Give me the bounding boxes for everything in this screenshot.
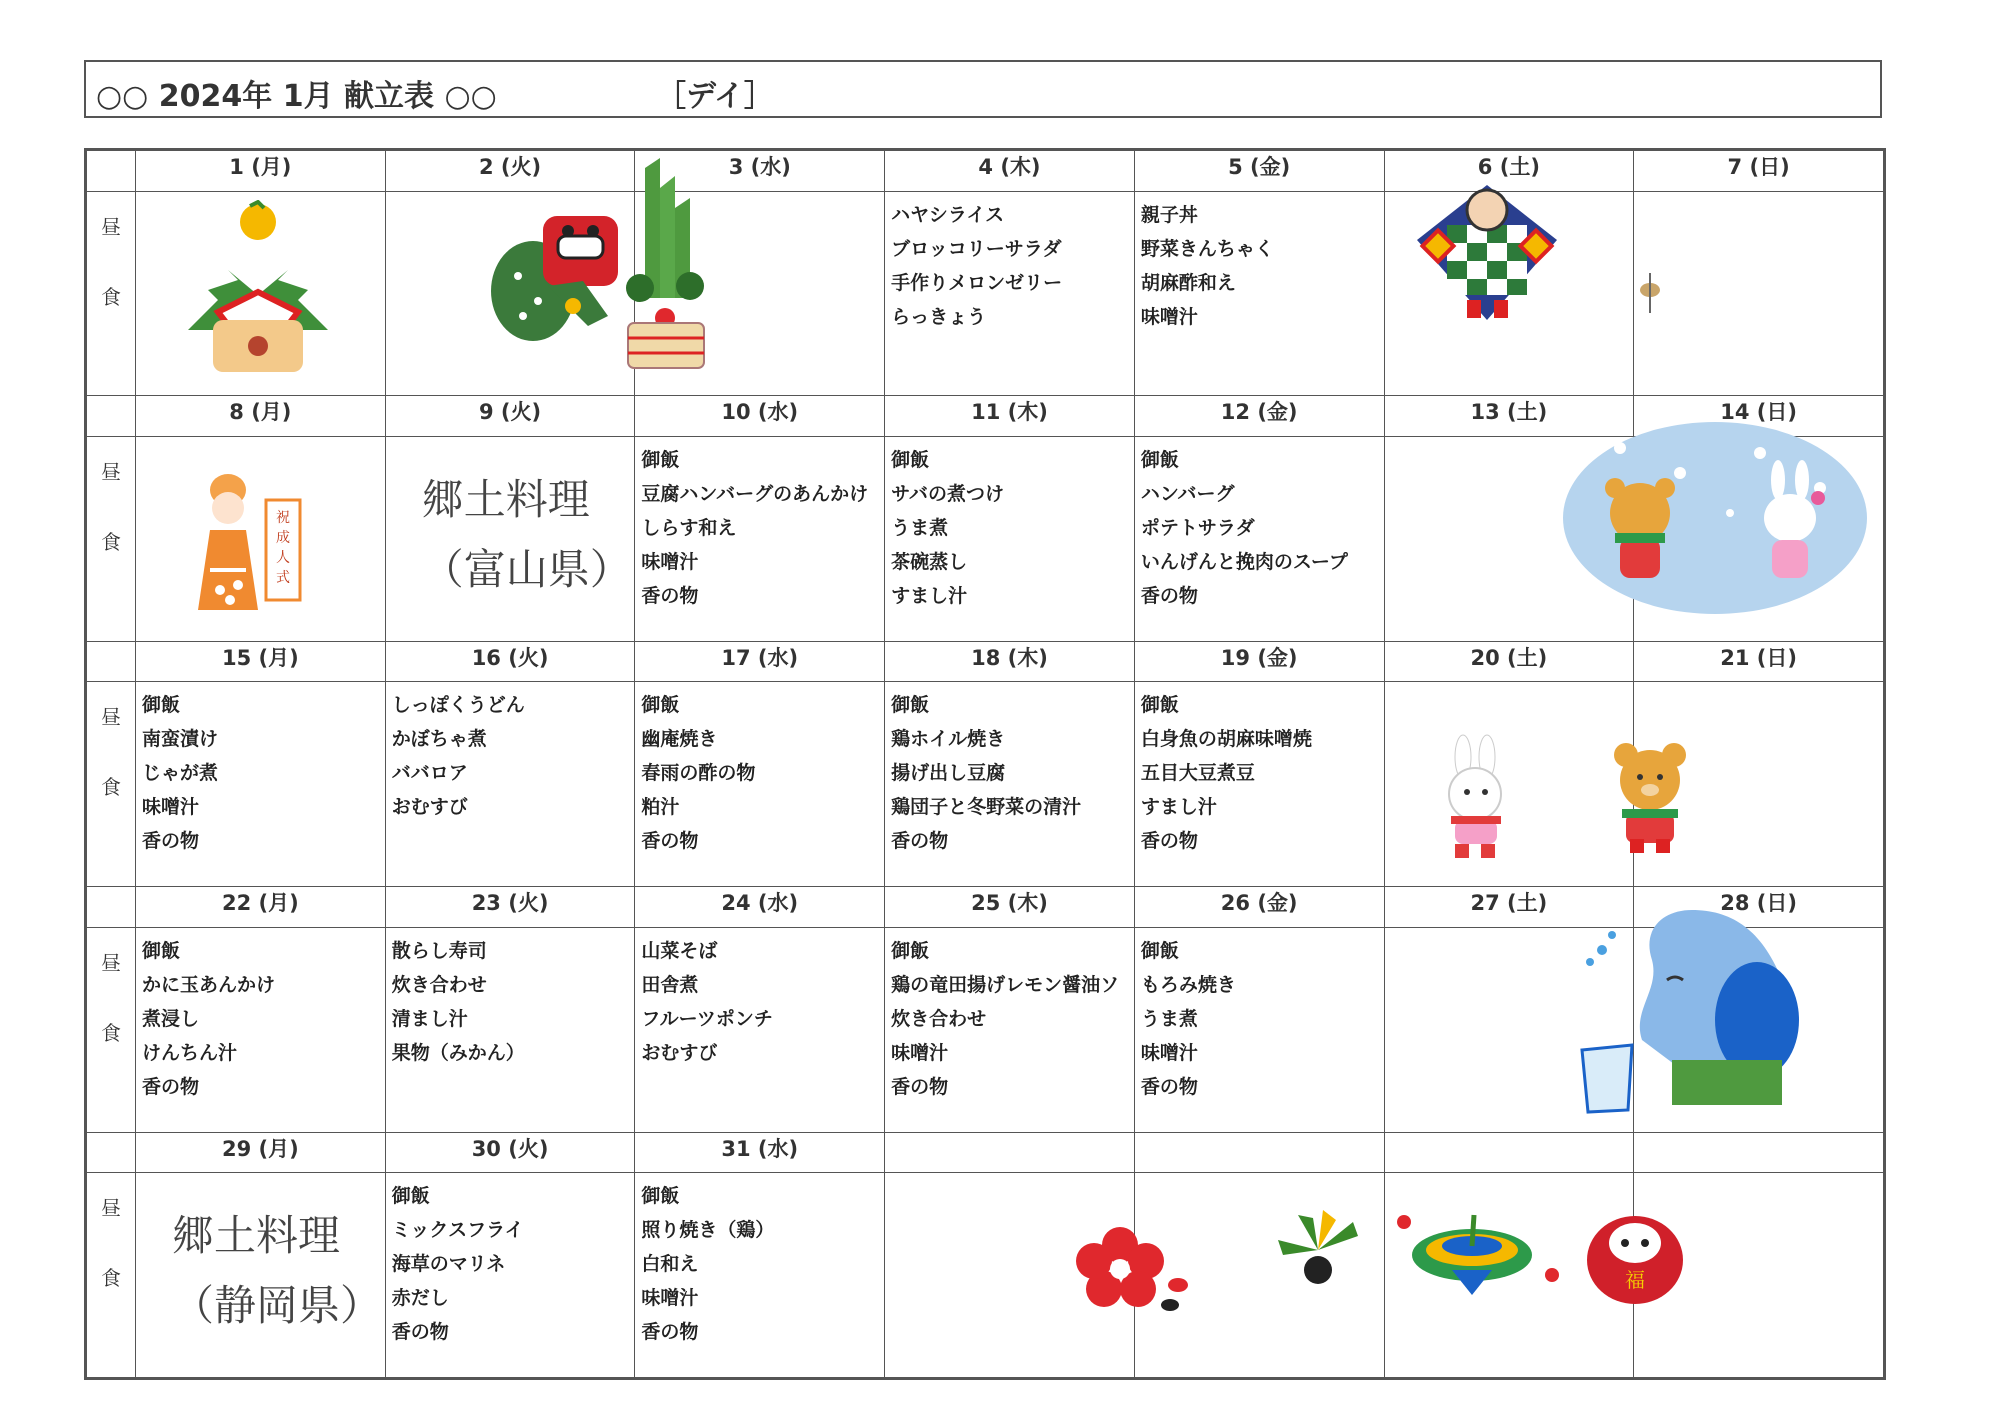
meal-label <box>87 1173 136 1378</box>
day-label: 16 (火) <box>385 641 635 682</box>
day-menu-cell <box>635 1173 885 1378</box>
menu-item: おむすび <box>391 796 468 819</box>
day-menu-cell <box>385 927 635 1132</box>
day-label: 20 (土) <box>1384 641 1634 682</box>
menu-list <box>635 682 884 858</box>
menu-item: 五目大豆煮豆 <box>1140 762 1255 785</box>
meal-label <box>87 191 136 396</box>
bear-icon <box>1608 735 1698 855</box>
day-label: 7 (日) <box>1634 151 1884 192</box>
day-menu-cell <box>635 436 885 641</box>
day-menu-cell <box>385 436 635 641</box>
svg-text:人: 人 <box>276 550 290 566</box>
day-label: 24 (水) <box>635 887 885 928</box>
meal-label-char: 食 <box>101 1020 121 1045</box>
day-menu-cell <box>1634 191 1884 396</box>
local-cuisine-line: 郷土料理 <box>172 1211 341 1261</box>
menu-item: かぼちゃ煮 <box>391 728 487 751</box>
day-label: 12 (金) <box>1134 396 1384 437</box>
day-label: 9 (火) <box>385 396 635 437</box>
menu-list <box>885 192 1134 334</box>
menu-item: 白身魚の胡麻味噌焼 <box>1140 728 1312 751</box>
day-menu-cell <box>136 927 386 1132</box>
menu-item: おむすび <box>641 1041 718 1064</box>
menu-item: 南蛮漬け <box>142 728 219 751</box>
menu-item: 鶏の竜田揚げレモン醤油ソ <box>891 973 1120 996</box>
day-label: 5 (金) <box>1134 151 1384 192</box>
menu-item: 味噌汁 <box>641 550 699 573</box>
day-label: 27 (土) <box>1384 887 1634 928</box>
menu-item: 御飯 <box>142 939 181 962</box>
meal-label-char: 昼 <box>101 705 121 730</box>
day-menu-cell <box>885 436 1135 641</box>
day-label: 6 (土) <box>1384 151 1634 192</box>
kagami-mochi-icon <box>178 200 338 380</box>
menu-list <box>386 928 635 1070</box>
menu-item: 赤だし <box>391 1287 449 1310</box>
meal-label-char: 食 <box>101 284 121 309</box>
menu-item: 御飯 <box>391 1185 430 1208</box>
menu-item: 香の物 <box>641 830 699 853</box>
menu-item: 炊き合わせ <box>391 973 487 996</box>
meal-label-char: 食 <box>101 1266 121 1291</box>
day-menu-cell <box>635 927 885 1132</box>
menu-item: けんちん汁 <box>142 1041 238 1064</box>
spinning-top-small-icon <box>1638 268 1662 318</box>
spinning-top-icon <box>1392 1210 1542 1300</box>
menu-list <box>1135 192 1384 334</box>
menu-item: 御飯 <box>1140 448 1179 471</box>
menu-list <box>885 437 1134 613</box>
menu-item: 茶碗蒸し <box>891 550 968 573</box>
menu-item: 粕汁 <box>641 796 680 819</box>
day-menu-cell <box>1134 436 1384 641</box>
kadomatsu-icon <box>620 158 710 378</box>
menu-item: ミックスフライ <box>391 1219 524 1242</box>
menu-item: 香の物 <box>1140 584 1198 607</box>
menu-item: 香の物 <box>891 1075 949 1098</box>
day-label: 13 (土) <box>1384 396 1634 437</box>
menu-item: いんげんと挽肉のスープ <box>1140 550 1348 573</box>
menu-list <box>885 928 1134 1104</box>
week-header-row <box>87 151 1884 192</box>
menu-item: 味噌汁 <box>1140 1041 1198 1064</box>
menu-item: 味噌汁 <box>891 1041 949 1064</box>
day-label: 31 (水) <box>635 1132 885 1173</box>
day-label <box>1384 1132 1634 1173</box>
menu-list <box>1135 928 1384 1104</box>
menu-item: 香の物 <box>641 584 699 607</box>
day-menu-cell <box>136 1173 386 1378</box>
meal-label-char: 昼 <box>101 459 121 484</box>
menu-list <box>136 682 385 858</box>
menu-item: 御飯 <box>891 939 930 962</box>
local-cuisine-line: （富山県） <box>421 544 632 594</box>
week-header-row <box>87 641 1884 682</box>
menu-item: 香の物 <box>142 830 200 853</box>
menu-item: 御飯 <box>641 448 680 471</box>
menu-item: 揚げ出し豆腐 <box>891 762 1006 785</box>
local-cuisine-note <box>172 1201 382 1341</box>
menu-item: 御飯 <box>641 694 680 717</box>
menu-item: 御飯 <box>891 448 930 471</box>
menu-list <box>1135 437 1384 613</box>
menu-item: 香の物 <box>641 1321 699 1344</box>
menu-list <box>635 1173 884 1349</box>
menu-item: 炊き合わせ <box>891 1007 987 1030</box>
day-label: 17 (水) <box>635 641 885 682</box>
menu-list <box>885 682 1134 858</box>
menu-item: 山菜そば <box>641 939 718 962</box>
menu-item: 御飯 <box>1140 694 1179 717</box>
menu-item: 香の物 <box>142 1075 200 1098</box>
menu-item: 味噌汁 <box>1140 305 1198 328</box>
day-menu-cell <box>136 682 386 887</box>
menu-item: 香の物 <box>891 830 949 853</box>
day-menu-cell <box>1134 682 1384 887</box>
local-cuisine-line: 郷土料理 <box>421 474 590 524</box>
menu-item: もろみ焼き <box>1140 973 1236 996</box>
day-label: 19 (金) <box>1134 641 1384 682</box>
menu-item: かに玉あんかけ <box>142 973 276 996</box>
menu-item: すまし汁 <box>891 584 968 607</box>
menu-item: 胡麻酢和え <box>1140 271 1236 294</box>
meal-label-char: 食 <box>101 775 121 800</box>
day-menu-cell <box>1134 191 1384 396</box>
menu-item: しっぽくうどん <box>391 694 525 717</box>
corner-cell <box>87 396 136 437</box>
menu-item: 香の物 <box>1140 830 1198 853</box>
menu-item: 野菜きんちゃく <box>1140 237 1274 260</box>
day-label: 15 (月) <box>136 641 386 682</box>
meal-label-char: 食 <box>101 529 121 554</box>
meal-label-char: 昼 <box>101 1196 121 1221</box>
menu-item: 照り焼き（鶏） <box>641 1219 775 1242</box>
menu-item: 春雨の酢の物 <box>641 762 756 785</box>
menu-item: 豆腐ハンバーグのあんかけ <box>641 482 869 505</box>
plum-flower-icon <box>1070 1225 1190 1315</box>
meal-label <box>87 436 136 641</box>
menu-item: しらす和え <box>641 516 737 539</box>
day-menu-cell <box>885 191 1135 396</box>
service-tag: ［デイ］ <box>656 79 774 114</box>
menu-item: すまし汁 <box>1140 796 1217 819</box>
menu-item: うま煮 <box>891 516 949 539</box>
corner-cell <box>87 1132 136 1173</box>
menu-item: 清まし汁 <box>391 1007 468 1030</box>
coming-of-age-icon <box>190 470 310 620</box>
menu-list <box>635 928 884 1070</box>
day-label: 26 (金) <box>1134 887 1384 928</box>
day-label <box>1634 1132 1884 1173</box>
menu-item: 親子丼 <box>1140 203 1198 226</box>
meal-label <box>87 927 136 1132</box>
svg-text:祝: 祝 <box>276 510 290 526</box>
menu-item: ババロア <box>391 762 468 785</box>
menu-item: 手作りメロンゼリー <box>891 271 1063 294</box>
day-label: 21 (日) <box>1634 641 1884 682</box>
menu-item: 田舎煮 <box>641 973 699 996</box>
menu-list <box>386 682 635 824</box>
day-label: 14 (日) <box>1634 396 1884 437</box>
menu-item: ハヤシライス <box>891 203 1005 226</box>
corner-cell <box>87 151 136 192</box>
meal-label-char: 昼 <box>101 214 121 239</box>
menu-item: 味噌汁 <box>142 796 200 819</box>
menu-item: 白和え <box>641 1253 699 1276</box>
menu-item: ブロッコリーサラダ <box>891 237 1062 260</box>
meal-label-char: 昼 <box>101 950 121 975</box>
menu-list <box>1135 682 1384 858</box>
menu-item: 散らし寿司 <box>391 939 487 962</box>
daruma-icon <box>1540 1205 1690 1305</box>
day-label: 10 (水) <box>635 396 885 437</box>
corner-cell <box>87 641 136 682</box>
hagoita-shuttlecock-icon <box>1258 1210 1378 1300</box>
kite-icon <box>1412 180 1562 340</box>
menu-item: 御飯 <box>641 1185 680 1208</box>
day-label: 1 (月) <box>136 151 386 192</box>
menu-item: 煮浸し <box>142 1007 200 1030</box>
day-label: 30 (火) <box>385 1132 635 1173</box>
menu-item: 果物（みかん） <box>391 1041 525 1064</box>
menu-list <box>136 928 385 1104</box>
menu-item: 鶏団子と冬野菜の清汁 <box>891 796 1082 819</box>
rabbit-icon <box>1435 732 1525 862</box>
menu-item: 海草のマリネ <box>391 1253 506 1276</box>
day-menu-cell <box>635 682 885 887</box>
menu-item: 香の物 <box>1140 1075 1198 1098</box>
day-label <box>885 1132 1135 1173</box>
local-cuisine-line: （静岡県） <box>172 1281 383 1331</box>
day-menu-cell <box>385 682 635 887</box>
menu-item: らっきょう <box>891 305 987 328</box>
menu-item: じゃが煮 <box>142 762 219 785</box>
menu-item: 味噌汁 <box>641 1287 699 1310</box>
menu-item: 鶏ホイル焼き <box>891 728 1006 751</box>
day-label: 22 (月) <box>136 887 386 928</box>
day-menu-cell <box>1134 927 1384 1132</box>
menu-item: 御飯 <box>1140 939 1179 962</box>
svg-text:福: 福 <box>1625 1268 1645 1292</box>
day-menu-cell <box>885 927 1135 1132</box>
menu-item: 香の物 <box>391 1321 449 1344</box>
day-menu-cell <box>885 682 1135 887</box>
menu-item: 御飯 <box>142 694 181 717</box>
shishimai-icon <box>488 206 628 346</box>
snow-bear-rabbit-icon <box>1560 418 1870 618</box>
day-label: 18 (木) <box>885 641 1135 682</box>
menu-item: 御飯 <box>891 694 930 717</box>
day-label: 29 (月) <box>136 1132 386 1173</box>
day-label: 28 (日) <box>1634 887 1884 928</box>
menu-item: 幽庵焼き <box>641 728 718 751</box>
menu-item: サバの煮つけ <box>891 482 1004 505</box>
elephant-water-icon <box>1572 900 1802 1120</box>
meal-label <box>87 682 136 887</box>
day-label: 23 (火) <box>385 887 635 928</box>
corner-cell <box>87 887 136 928</box>
svg-text:成: 成 <box>276 530 290 546</box>
day-label: 11 (木) <box>885 396 1135 437</box>
local-cuisine-note <box>422 465 632 605</box>
day-label: 8 (月) <box>136 396 386 437</box>
page-title: ○○ 2024年 1月 献立表 ○○ <box>96 79 497 114</box>
menu-item: ハンバーグ <box>1140 482 1235 505</box>
week-menu-row <box>87 191 1884 396</box>
menu-item: ポテトサラダ <box>1140 516 1255 539</box>
menu-item: うま煮 <box>1140 1007 1198 1030</box>
day-label: 3 (水) <box>635 151 885 192</box>
svg-text:式: 式 <box>276 570 290 586</box>
week-header-row <box>87 1132 1884 1173</box>
day-label: 4 (木) <box>885 151 1135 192</box>
day-label: 25 (木) <box>885 887 1135 928</box>
day-label: 2 (火) <box>385 151 635 192</box>
title-bar <box>84 60 1882 118</box>
day-menu-cell <box>385 1173 635 1378</box>
day-label <box>1134 1132 1384 1173</box>
menu-item: フルーツポンチ <box>641 1007 773 1030</box>
menu-list <box>635 437 884 613</box>
menu-list <box>386 1173 635 1349</box>
